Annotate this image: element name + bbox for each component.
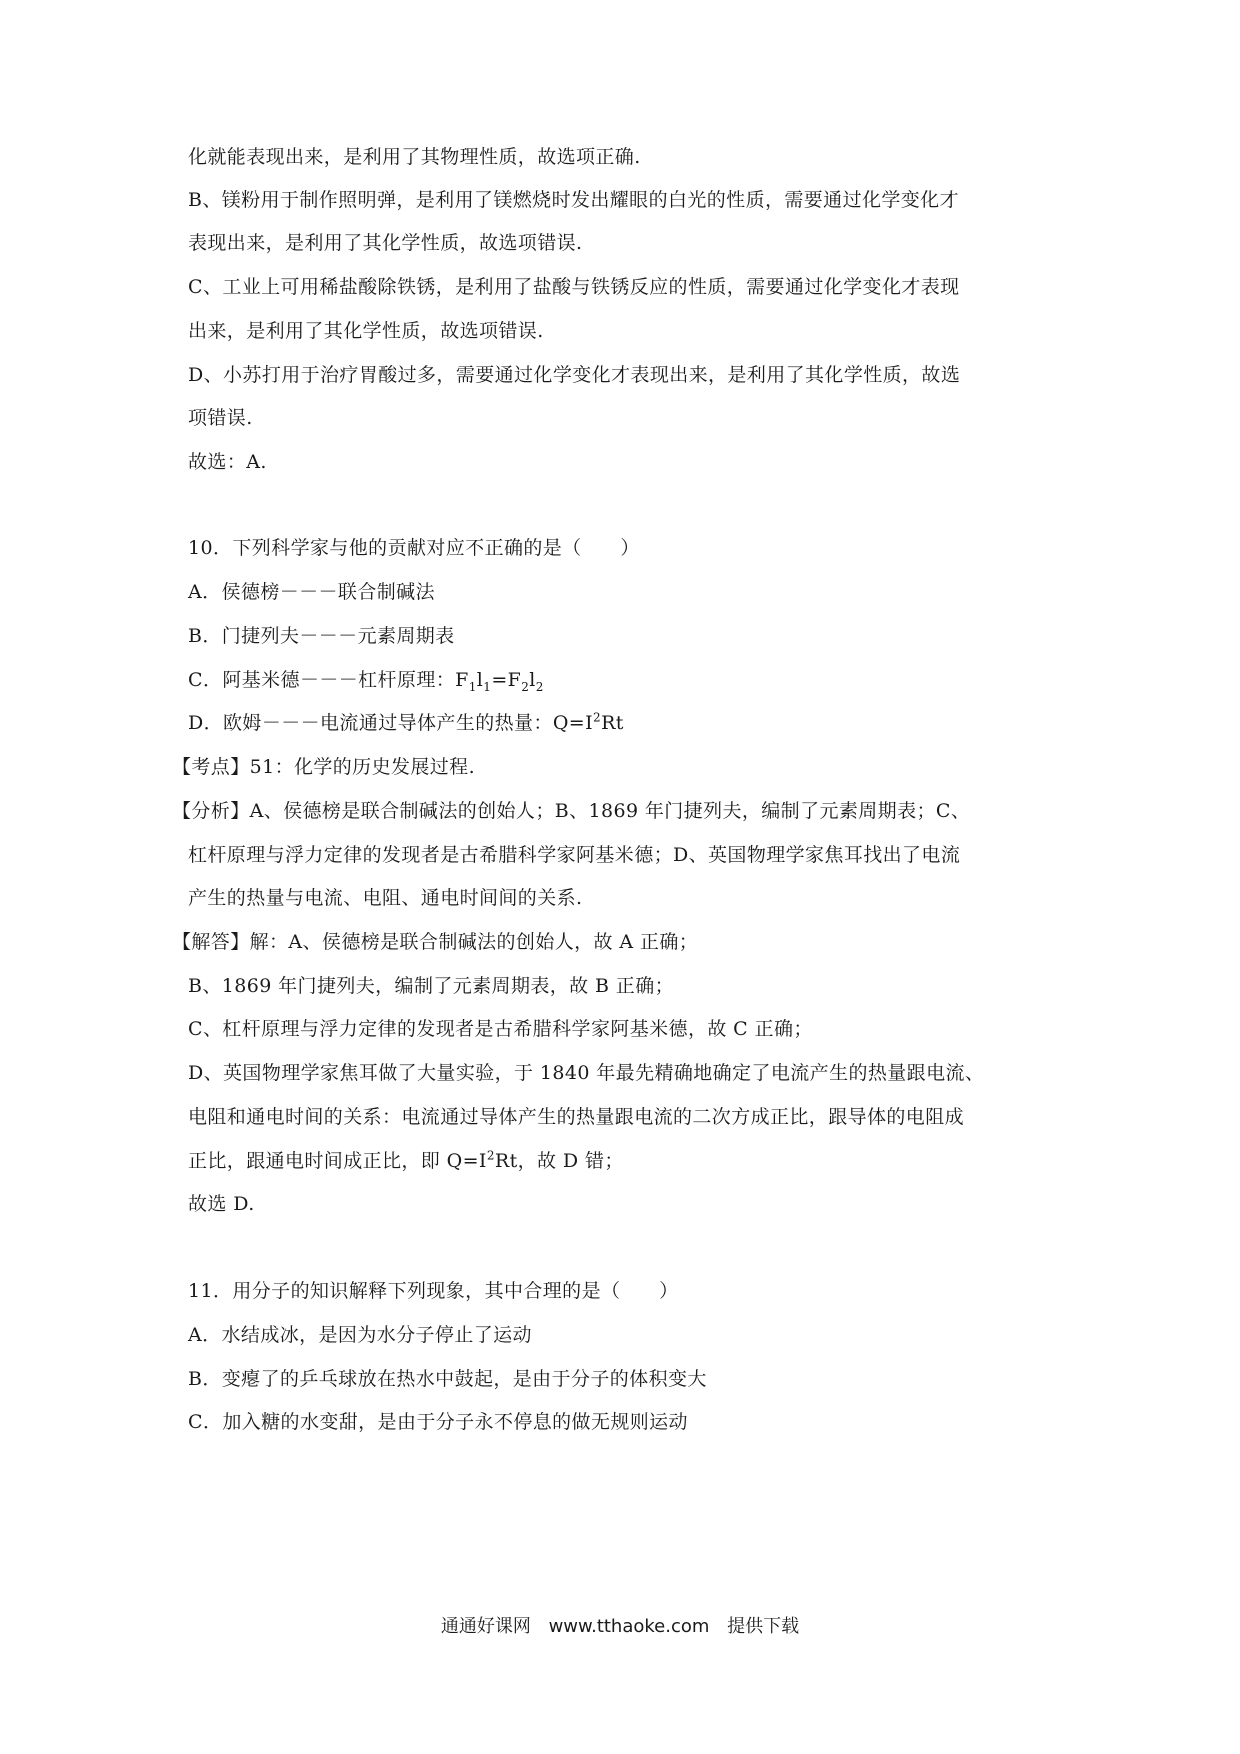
footer-url-link[interactable]: www.tthaoke.com — [548, 1616, 710, 1637]
prev-answer-b-line2: 表现出来，是利用了其化学性质，故选项错误. — [188, 232, 583, 254]
q10-option-a: A．侯德榜－－－联合制碱法 — [188, 581, 435, 603]
q10-stem: 10．下列科学家与他的贡献对应不正确的是（ ） — [188, 537, 640, 559]
prev-answer-d-line1: D、小苏打用于治疗胃酸过多，需要通过化学变化才表现出来，是利用了其化学性质，故选 — [188, 364, 961, 386]
q10-option-c-sub1: 1 — [468, 679, 477, 694]
q10-jieda-line6-text: 正比，跟通电时间成正比，即 Q=I — [188, 1150, 487, 1172]
q10-option-c-eq: =F — [491, 669, 522, 691]
q10-option-c-l1: l — [476, 669, 484, 691]
prev-answer-line: 化就能表现出来，是利用了其物理性质，故选项正确. — [188, 146, 641, 168]
q10-jieda-line6 — [188, 1148, 1068, 1174]
q10-option-c-l2: l — [529, 669, 536, 691]
footer-site-name: 通通好课网 — [440, 1616, 531, 1637]
q10-fenxi-line3: 产生的热量与电流、电阻、通电时间间的关系. — [188, 887, 583, 909]
q10-option-c-sub4: 2 — [535, 679, 544, 694]
prev-answer-b-line1: B、镁粉用于制作照明弹，是利用了镁燃烧时发出耀眼的白光的性质，需要通过化学变化才 — [188, 189, 959, 211]
q10-option-b: B．门捷列夫－－－元素周期表 — [188, 625, 455, 647]
q10-jieda-line3: C、杠杆原理与浮力定律的发现者是古希腊科学家阿基米德，故 C 正确； — [188, 1018, 813, 1040]
prev-answer-c-line1: C、工业上可用稀盐酸除铁锈，是利用了盐酸与铁锈反应的性质，需要通过化学变化才表现 — [188, 276, 960, 298]
q10-option-c-text: C．阿基米德－－－杠杆原理：F — [188, 669, 469, 691]
q10-option-d-text: D．欧姆－－－电流通过导体产生的热量：Q=I — [188, 712, 594, 734]
q11-option-a: A．水结成冰，是因为水分子停止了运动 — [188, 1324, 532, 1346]
q10-jieda-line6-suffix: Rt，故 D 错； — [494, 1150, 624, 1172]
q11-option-b: B．变瘪了的乒乓球放在热水中鼓起，是由于分子的体积变大 — [188, 1368, 707, 1390]
q10-option-c-sub2: 1 — [483, 679, 492, 694]
q10-option-c — [188, 667, 1068, 693]
q10-option-d — [188, 710, 1068, 736]
q11-stem: 11．用分子的知识解释下列现象，其中合理的是（ ） — [188, 1280, 679, 1302]
q11-option-c: C．加入糖的水变甜，是由于分子永不停息的做无规则运动 — [188, 1411, 688, 1433]
q10-jieda-line6-sup: 2 — [486, 1148, 495, 1163]
q10-option-d-suffix: Rt — [601, 712, 624, 734]
prev-answer-d-line2: 项错误. — [188, 407, 253, 429]
prev-answer-choice: 故选：A. — [188, 451, 267, 473]
footer-note: 提供下载 — [727, 1616, 800, 1637]
q10-jieda-line4: D、英国物理学家焦耳做了大量实验，于 1840 年最先精确地确定了电流产生的热量跟电流、 — [188, 1062, 985, 1084]
q10-option-c-sub3: 2 — [521, 679, 530, 694]
q10-option-d-sup: 2 — [593, 710, 602, 725]
q10-choice: 故选 D. — [188, 1193, 255, 1215]
q10-jieda-line2: B、1869 年门捷列夫，编制了元素周期表，故 B 正确； — [188, 975, 674, 997]
q10-jieda-line5: 电阻和通电时间的关系：电流通过导体产生的热量跟电流的二次方成正比，跟导体的电阻成 — [188, 1106, 965, 1128]
q10-jieda-line1: 【解答】解：A、侯德榜是联合制碱法的创始人，故 A 正确； — [172, 931, 699, 953]
q10-kaodian: 【考点】51：化学的历史发展过程. — [172, 756, 476, 778]
q10-fenxi-line1: 【分析】A、侯德榜是联合制碱法的创始人；B、1869 年门捷列夫，编制了元素周期表；C、 — [172, 800, 971, 822]
page-footer — [0, 1615, 1240, 1639]
prev-answer-c-line2: 出来，是利用了其化学性质，故选项错误. — [188, 320, 544, 342]
q10-fenxi-line2: 杠杆原理与浮力定律的发现者是古希腊科学家阿基米德；D、英国物理学家焦耳找出了电流 — [188, 844, 961, 866]
